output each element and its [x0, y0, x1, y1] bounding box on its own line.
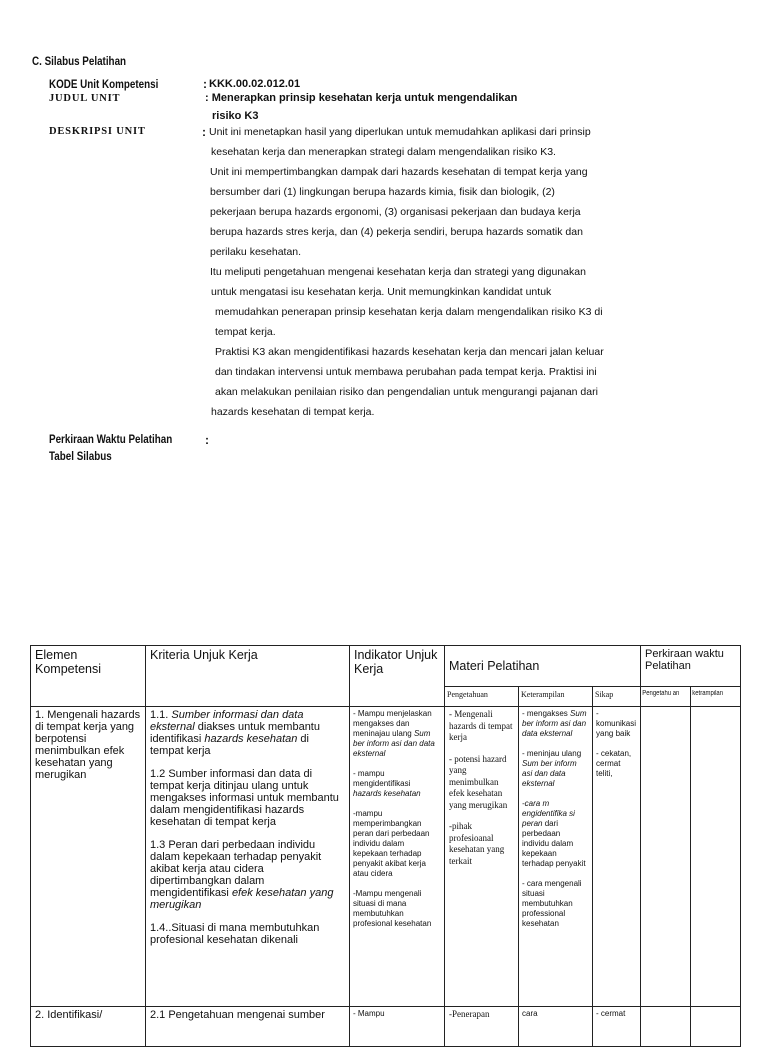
kode-value: KKK.00.02.012.01 [209, 78, 301, 90]
indikator-text: - mampu mengidentifikasi [353, 769, 411, 788]
description-line: dan tindakan intervensi untuk membawa perubahan pada tempat kerja. Praktisi ini [215, 366, 597, 378]
kuk-italic: efek kesehatan yang merugikan [150, 887, 334, 911]
description-line: untuk mengatasi isu kesehatan kerja. Unit memungkinkan kandidat untuk [211, 286, 552, 298]
table-row [31, 707, 741, 1007]
cell-perkiraan-pengetahuan [641, 707, 691, 1007]
tabel-silabus-label: Tabel Silabus [49, 449, 112, 463]
cell-kriteria: 2.1 Pengetahuan mengenai sumber [146, 1007, 350, 1047]
header-perkiraan: Perkiraan waktu Pelatihan [641, 646, 741, 687]
cell-sikap [593, 707, 641, 1007]
description-line: Itu meliputi pengetahuan mengenai kesehatan kerja dan strategi yang digunakan [210, 266, 586, 278]
perkiraan-label: Perkiraan Waktu Pelatihan [49, 432, 173, 446]
cell-pengetahuan: -Penerapan [445, 1007, 519, 1047]
description-line: bersumber dari (1) lingkungan berupa hazards kimia, fisik dan biologik, (2) [210, 186, 555, 198]
table-header-row [31, 646, 741, 687]
header-perkiraan-keterampilan: ketrampilan [691, 687, 734, 707]
kuk-text: di tempat kerja [150, 733, 309, 757]
judul-label: JUDUL UNIT [49, 93, 121, 104]
kuk-text: diakses untuk membantu identifikasi [150, 721, 320, 745]
header-pengetahuan: Pengetahuan [445, 687, 519, 707]
description-line: pekerjaan berupa hazards ergonomi, (3) organisasi pekerjaan dan budaya kerja [210, 206, 581, 218]
header-kriteria: Kriteria Unjuk Kerja [146, 646, 350, 707]
cell-elemen: 2. Identifikasi/ [31, 1007, 146, 1047]
kode-label: KODE Unit Kompetensi [49, 77, 159, 91]
description-line: Unit ini mempertimbangkan dampak dari hazards kesehatan di tempat kerja yang [210, 166, 588, 178]
indikator-item: -mampu memperimbangkan peran dari perbedaan individu dalam kepekaan terhadap penyakit akibat kerja atau cidera [353, 809, 430, 878]
table-row [31, 1007, 741, 1047]
kuk-item: 1.2 Sumber informasi dan data di tempat kerja ditinjau ulang untuk mengakses informasi untuk membantu dalam mengidentifikasi hazards kesehatan di tempat kerja [150, 768, 339, 828]
description-line: Unit ini menetapkan hasil yang diperlukan untuk memudahkan aplikasi dari prinsip [209, 126, 591, 138]
keterampilan-text: - meninjau ulang [522, 749, 582, 758]
header-keterampilan: Keterampilan [519, 687, 593, 707]
perkiraan-colon: : [205, 433, 209, 447]
kuk-text: 1.3 Peran dari perbedaan individu dalam kepekaan terhadap penyakit akibat kerja atau cidera dipertimbangkan dalam mengidentifikasi [150, 839, 322, 899]
description-line: berupa hazards stres kerja, dan (4) pekerja sendiri, berupa hazards somatik dan [210, 226, 583, 238]
kode-colon: : [203, 77, 207, 91]
pengetahuan-item: - Mengenali hazards di tempat kerja [449, 709, 513, 742]
keterampilan-italic: Sum ber inform asi dan data eksternal [522, 759, 577, 788]
keterampilan-italic: -cara m engidentifika si peran [522, 799, 575, 828]
header-perkiraan-pengetahuan: Pengetahu an [641, 687, 684, 707]
judul-value-line2: risiko K3 [212, 110, 259, 122]
indikator-italic: Sum ber inform asi dan data eksternal [353, 729, 435, 758]
indikator-item: -Mampu mengenali situasi di mana membutuhkan profesional kesehatan [353, 889, 432, 928]
deskripsi-colon: : [202, 125, 206, 139]
section-title: C. Silabus Pelatihan [32, 54, 127, 68]
cell-perkiraan-keterampilan [691, 707, 741, 1007]
header-elemen: Elemen Kompetensi [31, 646, 146, 707]
cell-elemen: 1. Mengenali hazards di tempat kerja yang berpotensi menimbulkan efek kesehatan yang merugikan [31, 707, 146, 1007]
cell-keterampilan [519, 707, 593, 1007]
description-line: akan melakukan penilaian risiko dan pengendalian untuk mengurangi pajanan dari [215, 386, 598, 398]
indikator-italic: hazards kesehatan [353, 789, 421, 798]
description-line: tempat kerja. [215, 326, 276, 338]
keterampilan-text: dari perbedaan individu dalam kepekaan terhadap penyakit [522, 819, 586, 868]
description-line: perilaku kesehatan. [210, 246, 302, 258]
kuk-italic: hazards kesehatan [204, 733, 298, 745]
cell-indikator: - Mampu [350, 1007, 445, 1047]
keterampilan-item: - cara mengenali situasi membutuhkan professional kesehatan [522, 879, 582, 928]
description-line: kesehatan kerja dan menerapkan strategi dalam mengendalikan risiko K3. [211, 146, 556, 158]
description-line: hazards kesehatan di tempat kerja. [211, 406, 375, 418]
pengetahuan-item: -pihak profesioanal kesehatan yang terkait [449, 821, 505, 866]
cell-perkiraan-keterampilan [691, 1007, 741, 1047]
kuk-item: 1.4..Situasi di mana membutuhkan profesional kesehatan dikenali [150, 922, 320, 946]
description-line: memudahkan penerapan prinsip kesehatan kerja dalam mengendalikan risiko K3 di [215, 306, 603, 318]
cell-kriteria [146, 707, 350, 1007]
header-materi: Materi Pelatihan [445, 646, 641, 687]
cell-pengetahuan [445, 707, 519, 1007]
keterampilan-italic: Sum ber inform asi dan data eksternal [522, 709, 587, 738]
sikap-item: - komunikasi yang baik [596, 709, 637, 738]
syllabus-table [30, 645, 741, 1047]
cell-sikap: - cermat [593, 1007, 641, 1047]
cell-indikator [350, 707, 445, 1007]
header-indikator: Indikator Unjuk Kerja [350, 646, 445, 707]
judul-value-line1: : Menerapkan prinsip kesehatan kerja untuk mengendalikan [205, 92, 518, 104]
deskripsi-label: DESKRIPSI UNIT [49, 126, 146, 137]
cell-keterampilan: cara [519, 1007, 593, 1047]
kuk-italic: Sumber informasi dan data eksternal [150, 709, 304, 733]
description-line: Praktisi K3 akan mengidentifikasi hazards kesehatan kerja dan mencari jalan keluar [215, 346, 604, 358]
kuk-number: 1.1. [150, 709, 172, 721]
pengetahuan-item: - potensi hazard yang menimbulkan efek kesehatan yang merugikan [449, 753, 508, 810]
header-sikap: Sikap [593, 687, 641, 707]
indikator-text: - Mampu menjelaskan mengakses dan meninajau ulang [353, 709, 432, 738]
sikap-item: - cekatan, cermat teliti, [596, 749, 632, 778]
cell-perkiraan-pengetahuan [641, 1007, 691, 1047]
keterampilan-text: - mengakses [522, 709, 571, 718]
